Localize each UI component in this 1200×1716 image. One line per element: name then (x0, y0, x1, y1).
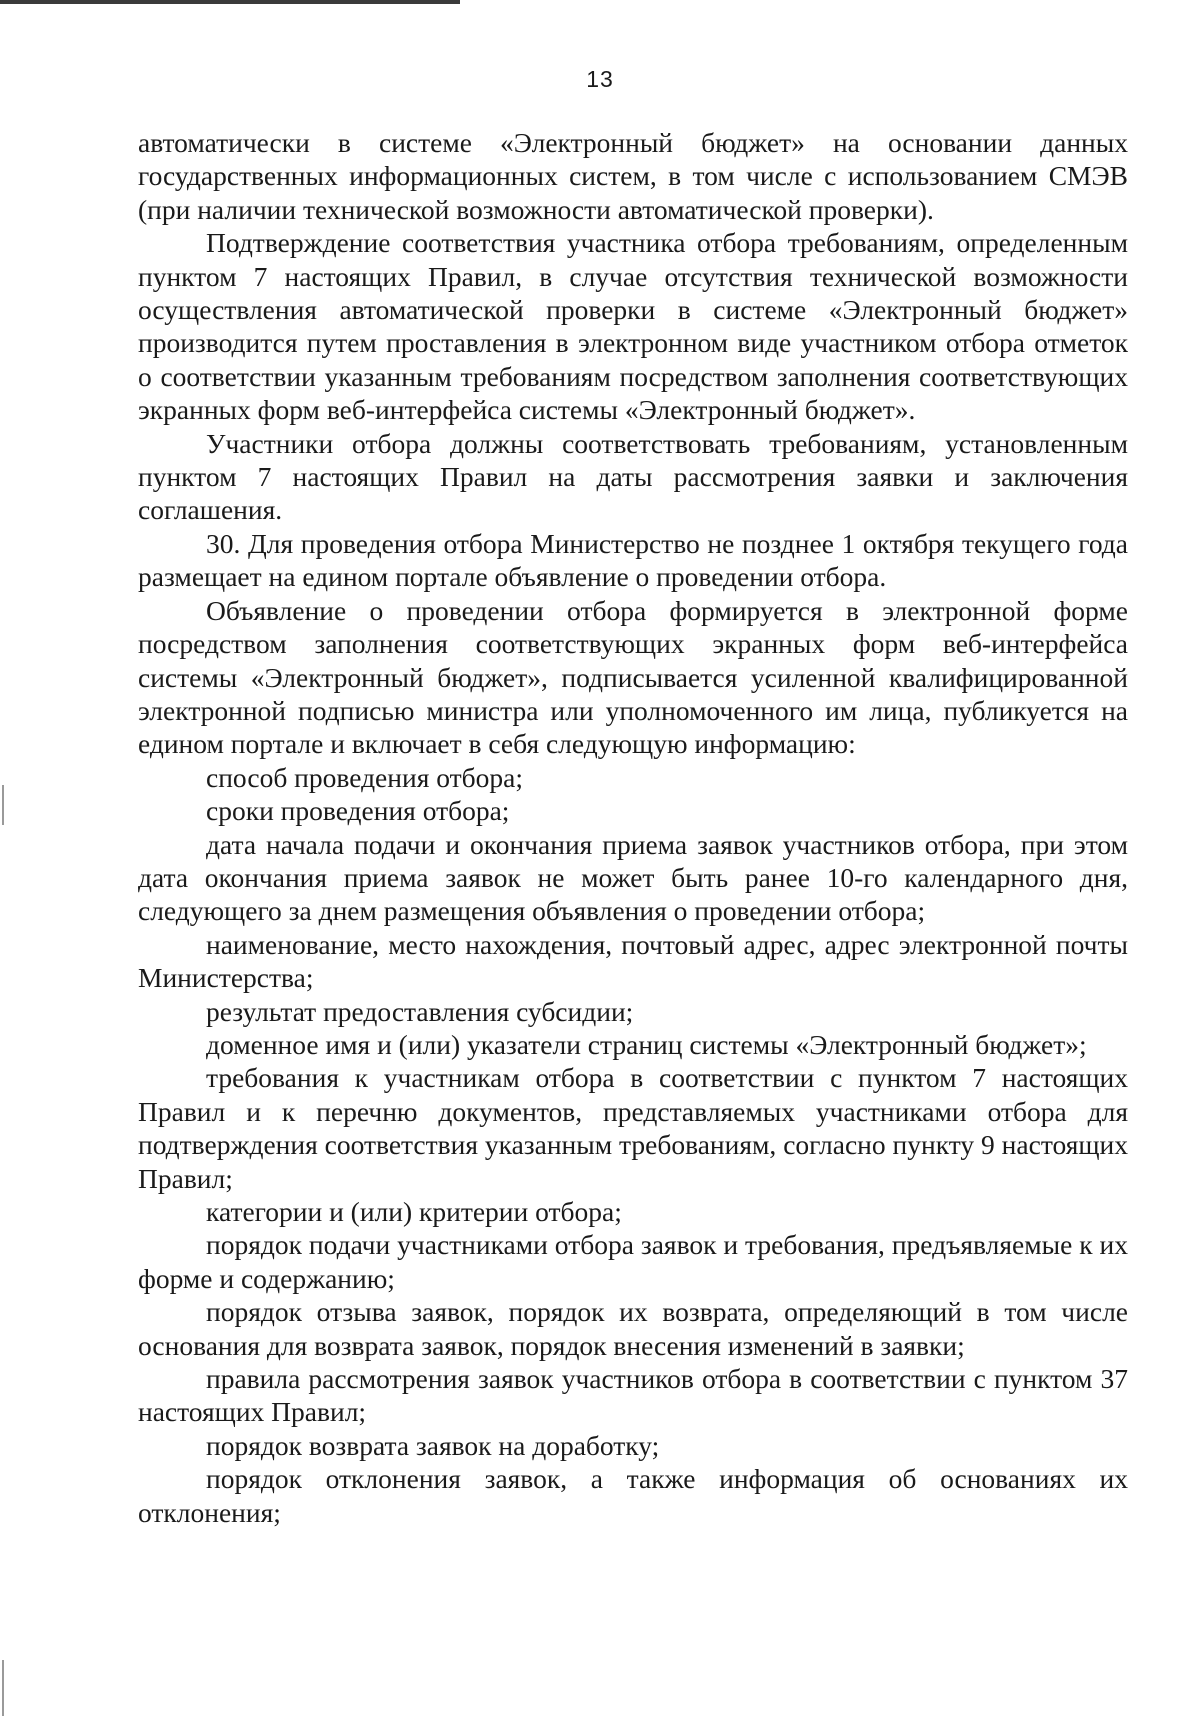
document-body (138, 126, 1128, 1529)
list-item: результат предоставления субсидии; (206, 995, 634, 1027)
page-number: 13 (586, 66, 614, 92)
list-item: порядок отклонения заявок, а также информация об основаниях их отклонения; (138, 1463, 1128, 1528)
paragraph-continuation: автоматически в системе «Электронный бюджет» на основании данных государственных информационных систем, в том числе с использованием СМЭВ (при наличии технической возможности автоматической проверки). (138, 127, 1128, 225)
list-item: доменное имя и (или) указатели страниц системы «Электронный бюджет»; (206, 1028, 1087, 1060)
list-item: порядок подачи участниками отбора заявок и требования, предъявляемые к их форме и содержанию; (138, 1229, 1128, 1294)
list-item: порядок возврата заявок на доработку; (206, 1429, 660, 1461)
list-item: способ проведения отбора; (206, 761, 523, 793)
scan-artifact-left-edge-lower (2, 1660, 4, 1716)
paragraph: Объявление о проведении отбора формируется в электронной форме посредством заполнения соответствующих экранных форм веб-интерфейса системы «Электронный бюджет», подписывается усиленной квалифицированной электронной подписью министра или уполномоченного им лица, публикуется на едином портале и включает в себя следующую информацию: (138, 594, 1128, 760)
scan-artifact-left-edge (2, 785, 4, 825)
paragraph-clause-30: 30. Для проведения отбора Министерство не позднее 1 октября текущего года размещает на едином портале объявление о проведении отбора. (138, 527, 1128, 593)
scan-artifact-top-bar (0, 0, 460, 4)
paragraph: Участники отбора должны соответствовать требованиям, установленным пунктом 7 настоящих Правил на даты рассмотрения заявки и заключения соглашения. (138, 427, 1128, 526)
list-item: порядок отзыва заявок, порядок их возврата, определяющий в том числе основания для возврата заявок, порядок внесения изменений в заявки; (138, 1296, 1128, 1361)
list-item: наименование, место нахождения, почтовый адрес, адрес электронной почты Министерства; (138, 928, 1128, 994)
list-item: сроки проведения отбора; (206, 795, 510, 827)
list-item: дата начала подачи и окончания приема заявок участников отбора, при этом дата окончания приема заявок не может быть ранее 10-го календарного дня, следующего за днем размещения объявления о проведении отбора; (138, 828, 1128, 927)
list-item: требования к участникам отбора в соответствии с пунктом 7 настоящих Правил и к перечню документов, представляемых участниками отбора для подтверждения соответствия указанным требованиям, согласно пункту 9 настоящих Правил; (138, 1062, 1128, 1194)
paragraph: Подтверждение соответствия участника отбора требованиям, определенным пунктом 7 настоящих Правил, в случае отсутствия технической возможности осуществления автоматической проверки в системе «Электронный бюджет» производится путем проставления в электронном виде участником отбора отметок о соответствии указанным требованиям посредством заполнения соответствующих экранных форм веб-интерфейса системы «Электронный бюджет». (138, 227, 1128, 426)
list-item: категории и (или) критерии отбора; (206, 1196, 622, 1227)
list-item: правила рассмотрения заявок участников отбора в соответствии с пунктом 37 настоящих Правил; (138, 1363, 1128, 1428)
